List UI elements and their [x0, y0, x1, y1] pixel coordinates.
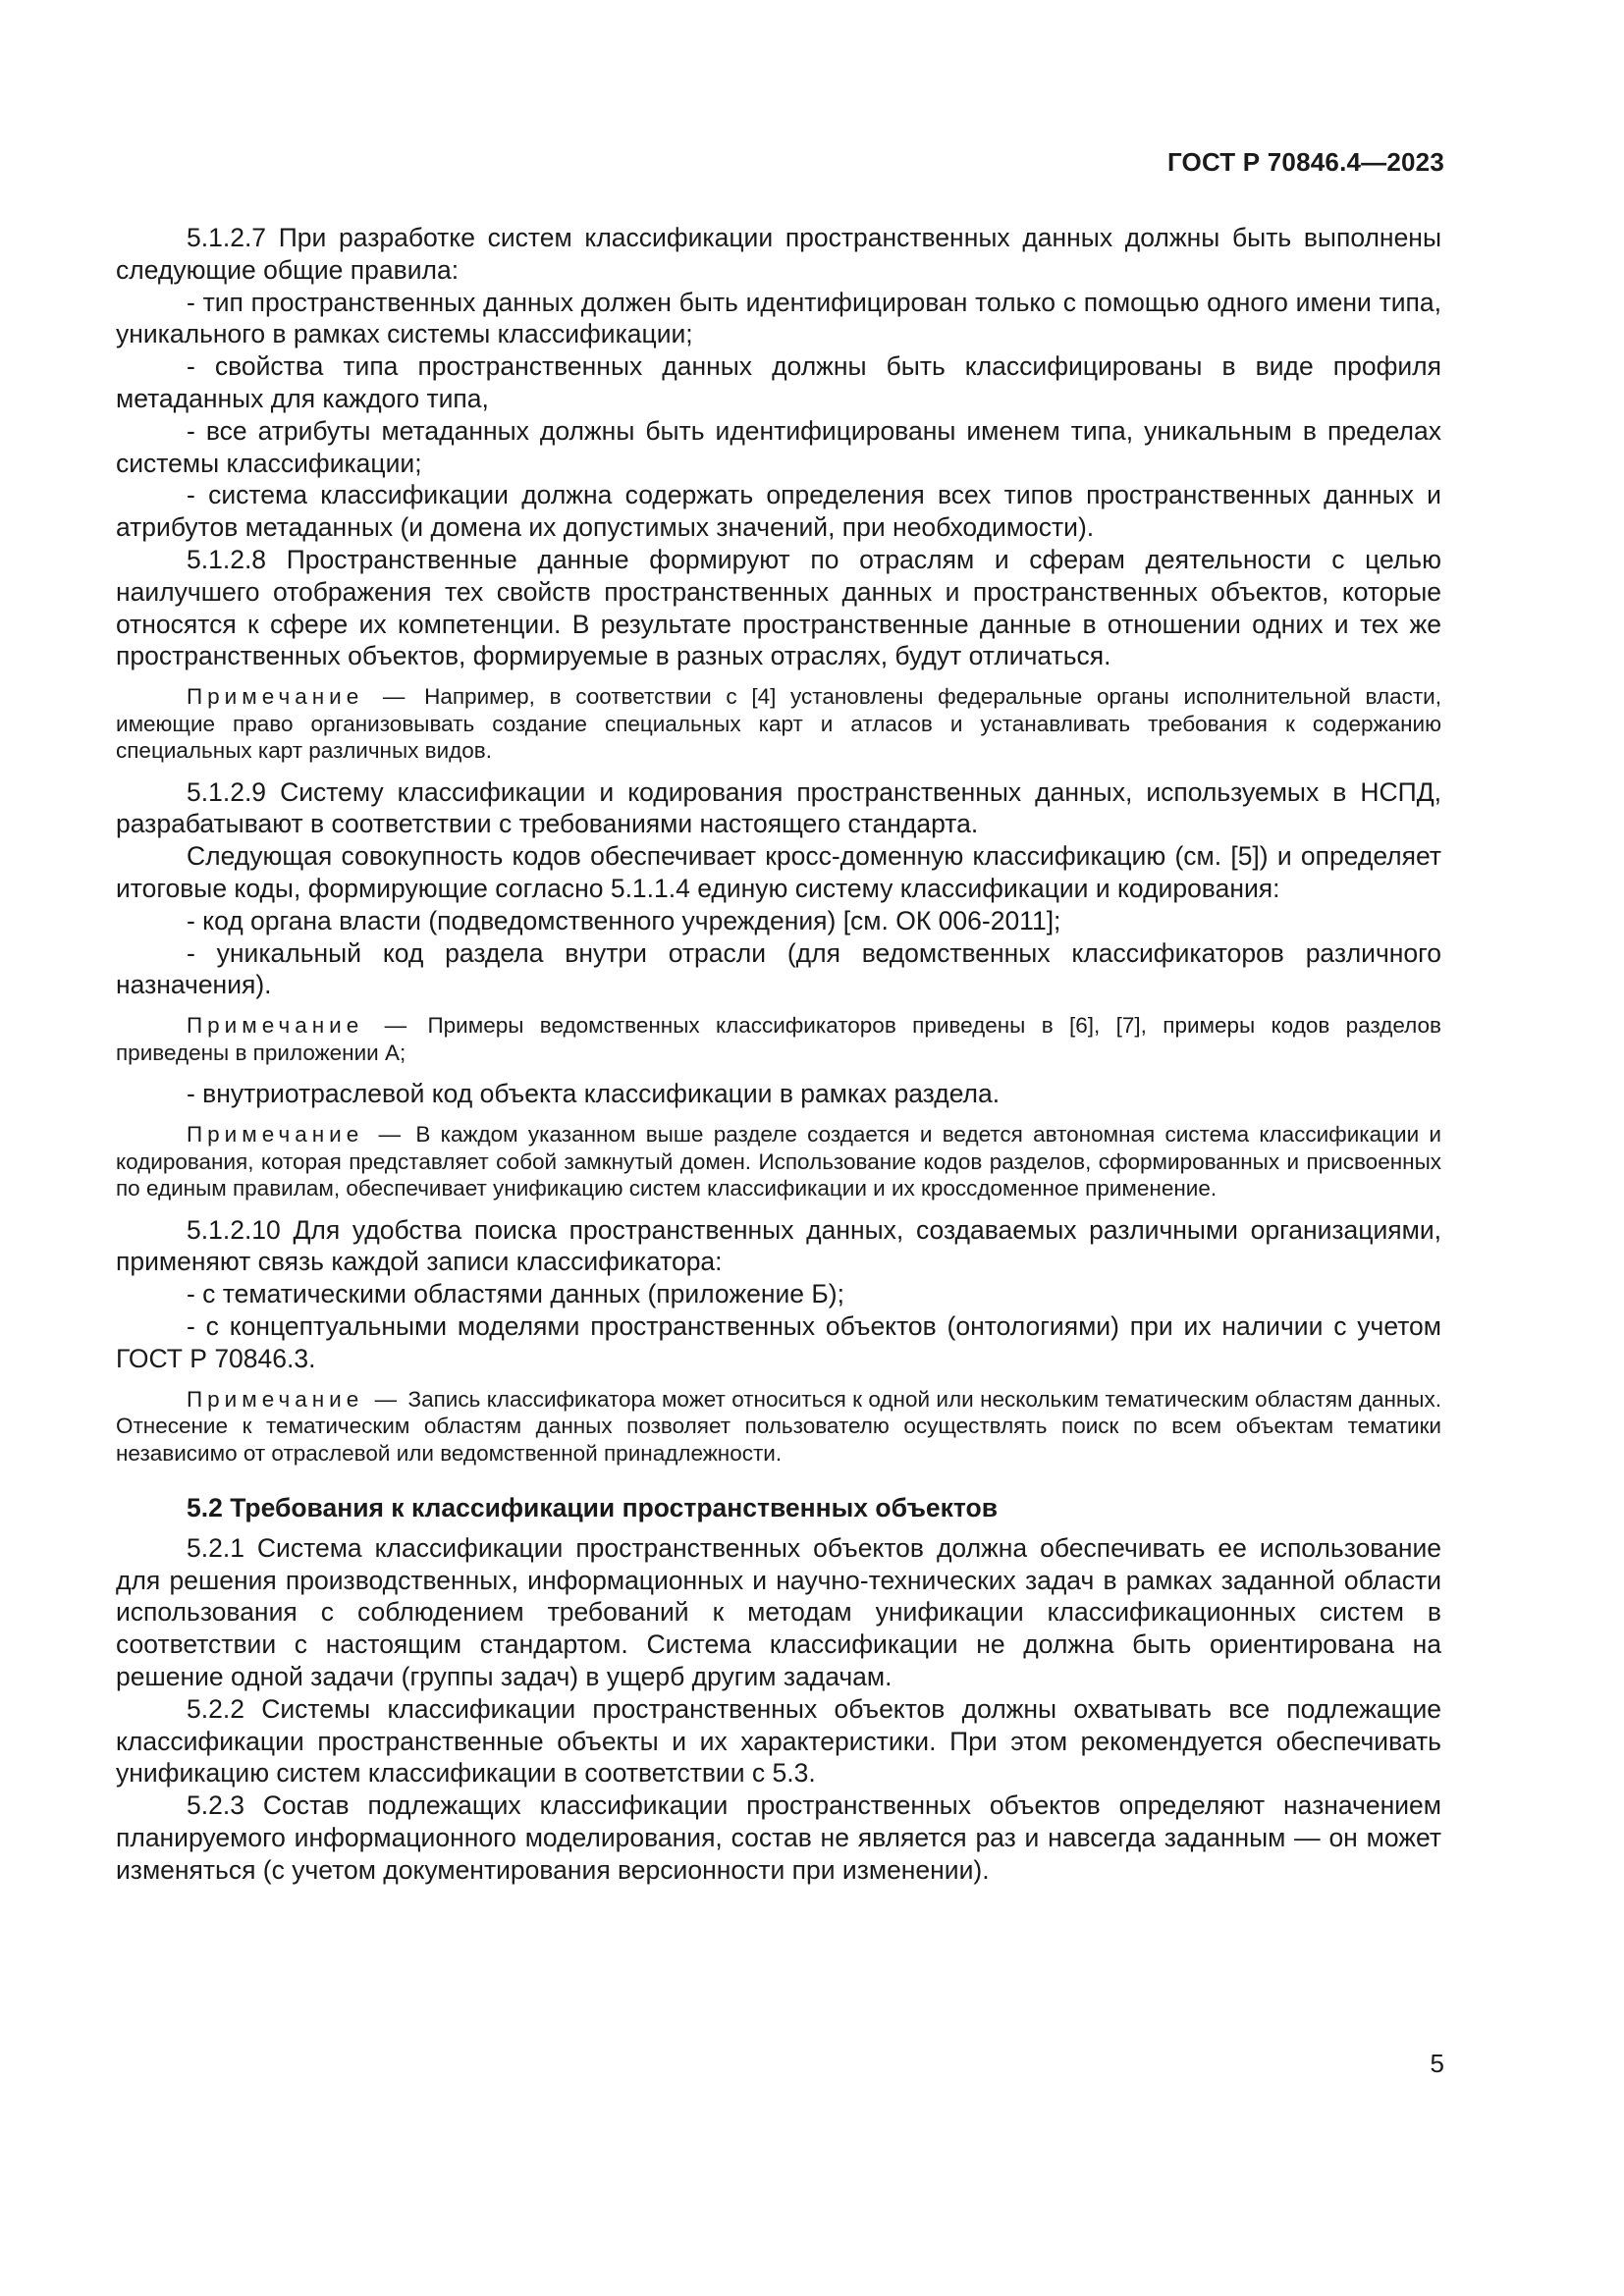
paragraph-5-1-2-7: 5.1.2.7 При разработке систем классификации пространственных данных должны быть выполнены следующие общие правила: — [116, 223, 1441, 285]
note-text: Запись классификатора может относиться к одной или нескольким тематическим областям данных. Отнесение к тематическим областям данных позволяет пользователю осуществлять поиск по всем объектам тематики независимо от отраслевой или ведомственной принадлежности. — [116, 1386, 1441, 1466]
paragraph-5-1-2-10: 5.1.2.10 Для удобства поиска пространственных данных, создаваемых различными организациями, применяют связь каждой записи классификатора: — [116, 1214, 1441, 1277]
note-label: Примечание — — [187, 684, 410, 710]
list-item: - с концептуальными моделями пространственных объектов (онтологиями) при их наличии с учетом ГОСТ Р 70846.3. — [116, 1310, 1441, 1373]
note-3 — [116, 1121, 1441, 1202]
list-item: - код органа власти (подведомственного учреждения) [см. ОК 006-2011]; — [187, 905, 1061, 935]
paragraph-5-1-2-9: 5.1.2.9 Систему классификации и кодирования пространственных данных, используемых в НСПД, разрабатывают в соответствии с требованиями настоящего стандарта. — [116, 776, 1441, 839]
paragraph-5-1-2-8: 5.1.2.8 Пространственные данные формируют по отраслям и сферам деятельности с целью наилучшего отображения тех свойств пространственных данных и пространственных объектов, которые относятся к сфере их компетенции. В результате пространственные данные в отношении одних и тех же пространственных объектов, формируемые в разных отраслях, будут отличаться. — [116, 544, 1441, 671]
note-label: Примечание — — [187, 1386, 403, 1412]
list-item: - система классификации должна содержать определения всех типов пространственных данных и атрибутов метаданных (и домена их допустимых значений, при необходимости). — [116, 480, 1441, 543]
note-label: Примечание — — [187, 1122, 406, 1148]
list-item: - внутриотраслевой код объекта классификации в рамках раздела. — [187, 1079, 1001, 1109]
list-item: - с тематическими областями данных (приложение Б); — [187, 1279, 844, 1309]
document-code-header: ГОСТ Р 70846.4—2023 — [1166, 147, 1444, 177]
list-item: - свойства типа пространственных данных должны быть классифицированы в виде профиля метаданных для каждого типа, — [116, 351, 1441, 413]
paragraph-5-2-2: 5.2.2 Системы классификации пространственных объектов должны охватывать все подлежащие классификации пространственные объекты и их характеристики. При этом рекомендуется обеспечивать унификацию систем классификации в соответствии с 5.3. — [116, 1693, 1441, 1789]
paragraph-codes: Следующая совокупность кодов обеспечивает кросс-доменную классификацию (см. [5]) и определяет итоговые коды, формирующие согласно 5.1.1.4 единую систему классификации и кодирования: — [116, 841, 1441, 904]
note-1 — [116, 683, 1441, 765]
note-label: Примечание — — [187, 1013, 412, 1039]
list-item: - все атрибуты метаданных должны быть идентифицированы именем типа, уникальным в пределах системы классификации; — [116, 415, 1441, 478]
list-item: - тип пространственных данных должен быть идентифицирован только с помощью одного имени типа, уникального в рамках системы классификации; — [116, 287, 1441, 349]
note-2 — [116, 1012, 1441, 1066]
page-body — [116, 222, 1441, 1887]
note-text: Примеры ведомственных классификаторов приведены в [6], [7], примеры кодов разделов приведены в приложении А; — [116, 1013, 1441, 1065]
note-text: Например, в соответствии с [4] установлены федеральные органы исполнительной власти, имеющие право организовывать создание специальных карт и атласов и устанавливать требования к содержанию специальных карт различных видов. — [116, 684, 1441, 764]
page-number: 5 — [1430, 2049, 1444, 2078]
paragraph-5-2-1: 5.2.1 Система классификации пространственных объектов должна обеспечивать ее использование для решения производственных, информационных и научно-технических задач в рамках заданной области использования с соблюдением требований к методам унификации классификационных систем в соответствии с настоящим стандартом. Система классификации не должна быть ориентирована на решение одной задачи (группы задач) в ущерб другим задачам. — [116, 1532, 1441, 1691]
paragraph-5-2-3: 5.2.3 Состав подлежащих классификации пространственных объектов определяют назначением планируемого информационного моделирования, состав не является раз и навсегда заданным — он может изменяться (с учетом документирования версионности при изменении). — [116, 1790, 1441, 1885]
note-text: В каждом указанном выше разделе создается и ведется автономная система классификации и кодирования, которая представляет собой замкнутый домен. Использование кодов разделов, сформированных и присвоенных по единым правилам, обеспечивает унификацию систем классификации и их кроссдоменное применение. — [116, 1122, 1441, 1201]
note-4 — [116, 1386, 1441, 1468]
section-heading-5-2: 5.2 Требования к классификации пространственных объектов — [187, 1493, 999, 1523]
list-item: - уникальный код раздела внутри отрасли (для ведомственных классификаторов различного назначения). — [116, 937, 1441, 1000]
